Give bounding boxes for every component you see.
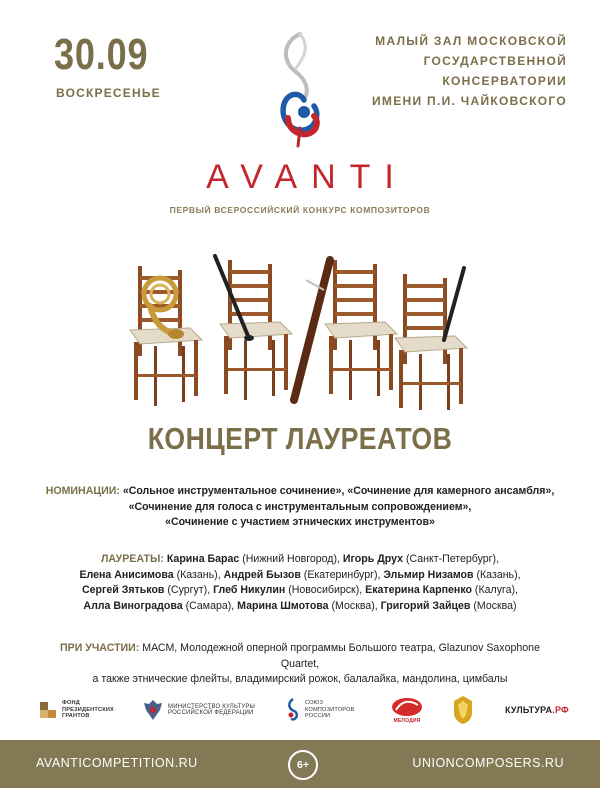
melodiya-logo: [390, 688, 424, 732]
union-logo: [285, 688, 355, 732]
laureates-label: ЛАУРЕАТЫ:: [100, 553, 164, 565]
treble-clef-logo-icon: [270, 28, 330, 150]
footer-left-link[interactable]: AVANTICOMPETITION.RU: [36, 756, 198, 770]
union-text: РОССИИ: [305, 713, 331, 720]
nomination-line: «Сольное инструментальное сочинение», «Сочинение для камерного ансамбля»,: [122, 485, 555, 497]
fund-text: ПРЕЗИДЕНТСКИХ: [62, 706, 114, 713]
nomination-line: «Сочинение для голоса с инструментальным сопровождением»,: [128, 500, 472, 513]
weekday: ВОСКРЕСЕНЬЕ: [56, 86, 161, 100]
union-text: КОМПОЗИТОРОВ: [305, 706, 355, 713]
fund-text: ГРАНТОВ: [62, 713, 90, 720]
participation-line: а также этнические флейты, владимирский рожок, балалайка, мандолина, цимбалы: [92, 673, 508, 685]
laureate-city: (Нижний Новгород): [242, 553, 338, 565]
laureates: ЛАУРЕАТЫ: Карина Барас (Нижний Новгород), Игорь Друх (Санкт-Петербург), Елена Анисимова (Казань), Андрей Бызов (Екатеринбург), Эльмир Низамов (Казань), Сергей Зятьков (Сургут), Глеб Никулин (Новосибирск), Екатерина Карпенко (Калуга), Алла Виноградова (Самара), Марина Шмотова (Москва), Григорий Зайцев (Москва): [79, 553, 521, 612]
laureate-city: (Москва): [331, 599, 375, 612]
participation-line: МАСМ, Молодежной оперной программы Большого театра, Glazunov Saxophone Quartet,: [142, 642, 540, 670]
laureate-name: Григорий Зайцев: [380, 599, 471, 612]
kultura-logo: [505, 688, 569, 732]
melodiya-logo-icon: [390, 696, 424, 718]
melodiya-text: МЕЛОДИЯ: [393, 717, 421, 724]
age-rating-badge: 6+: [288, 750, 318, 780]
laureate-city: (Новосибирск): [288, 584, 360, 596]
laureate-city: (Калуга): [474, 584, 516, 596]
treble-clef-icon: [285, 697, 301, 723]
partner-logos: [0, 688, 600, 732]
kultura-rf-text: .РФ: [552, 705, 569, 715]
chair-icon: [220, 260, 292, 400]
venue-line: МАЛЫЙ ЗАЛ МОСКОВСКОЙ: [375, 34, 567, 48]
union-text: СОЮЗ: [305, 700, 324, 707]
gold-emblem-icon: [452, 695, 474, 725]
laureate-city: (Екатеринбург): [303, 568, 378, 581]
laureate-name: Алла Виноградова: [83, 599, 183, 612]
ministry-text: МИНИСТЕРСТВО КУЛЬТУРЫ: [168, 703, 256, 710]
laureate-name: Андрей Бызов: [223, 568, 301, 581]
footer-right-link[interactable]: UNIONCOMPOSERS.RU: [412, 756, 564, 770]
brand-name: AVANTI: [206, 158, 408, 196]
nomination-line: «Сочинение с участием этнических инструментов»: [165, 516, 435, 528]
ministry-text: РОССИЙСКОЙ ФЕДЕРАЦИИ: [168, 710, 254, 716]
venue-line: ГОСУДАРСТВЕННОЙ: [423, 54, 567, 68]
fund-logo: [38, 688, 114, 732]
fund-text: ФОНД: [62, 700, 80, 707]
footer-bar: [0, 740, 600, 788]
participation: [40, 641, 560, 688]
venue: [367, 31, 567, 111]
laureate-name: Екатерина Карпенко: [365, 584, 472, 596]
laureate-city: (Москва): [473, 599, 517, 612]
bassoon-icon: [294, 260, 330, 400]
laureate-name: Глеб Никулин: [213, 584, 286, 596]
chairs-instruments-illustration: [110, 250, 490, 410]
emblem-logo: [452, 688, 474, 732]
brand-subtitle: ПЕРВЫЙ ВСЕРОССИЙСКИЙ КОНКУРС КОМПОЗИТОРОВ: [169, 205, 431, 215]
laureate-name: Эльмир Низамов: [383, 568, 474, 581]
laureate-name: Марина Шмотова: [237, 599, 329, 612]
chair-icon: [325, 260, 397, 400]
kultura-text: КУЛЬТУРА: [505, 705, 553, 715]
venue-line: КОНСЕРВАТОРИИ: [442, 74, 567, 88]
laureate-city: (Казань): [176, 568, 218, 581]
concert-title: КОНЦЕРТ ЛАУРЕАТОВ: [147, 421, 453, 456]
concert-date: 30.09: [54, 30, 149, 79]
laureate-name: Елена Анисимова: [79, 568, 174, 581]
ministry-logo: [142, 688, 255, 732]
nominations: [40, 484, 560, 531]
laureate-city: (Сургут): [167, 584, 208, 596]
laureate-name: Сергей Зятьков: [81, 584, 165, 596]
venue-line: ИМЕНИ П.И. ЧАЙКОВСКОГО: [372, 94, 567, 108]
fund-logo-icon: [38, 700, 58, 720]
laureate-city: (Санкт-Петербург): [405, 553, 497, 565]
laureate-city: (Казань): [476, 568, 518, 581]
laureate-city: (Самара): [185, 599, 232, 612]
laureate-name: Карина Барас: [166, 553, 240, 565]
participation-label: ПРИ УЧАСТИИ:: [60, 642, 140, 654]
laureate-name: Игорь Друх: [342, 553, 403, 565]
nominations-label: НОМИНАЦИИ:: [45, 485, 120, 497]
eagle-emblem-icon: [142, 698, 164, 722]
